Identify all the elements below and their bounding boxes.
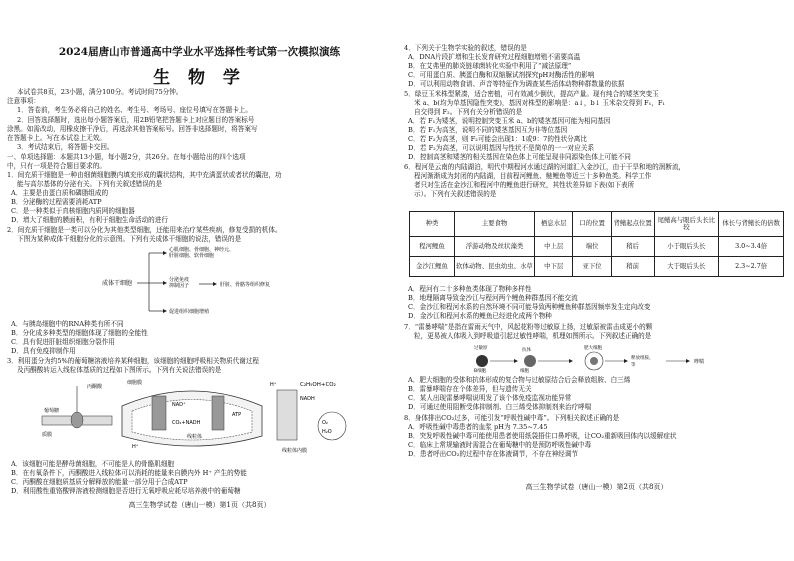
- asthma-figure: [474, 343, 724, 373]
- text-line: 注意事项：: [7, 97, 40, 105]
- option: D．控制高茎和矮茎的相关基因在染色体上可能呈现非同源染色体上可能不同: [408, 153, 631, 161]
- fig1-e: 肝脏、骨骼等组织修复: [220, 282, 271, 288]
- fig3-mast: 肥大细胞: [584, 346, 602, 351]
- option: A．若 F₁为矮茎，说明控制突变玉米 a、b的矮茎基因可能为相同基因: [408, 117, 611, 125]
- fig2-pyruvate: 丙酮酸: [87, 384, 103, 390]
- option: A．主要是由蛋白质和磷脂组成的: [11, 189, 109, 197]
- option: B．在艾弗里的肺炎链球菌转化实验中利用了“减法原理”: [408, 62, 572, 70]
- option: C．是一种类似于真核细胞内质网的细胞器: [11, 207, 135, 215]
- text-line: 2．回答选择题时，选出每小题答案后，用2B铅笔把答题卡上对应题目的答案标号: [17, 116, 255, 124]
- table-cell: 程河鲤鱼: [410, 237, 455, 257]
- table-header-cell: 尾鳍高与眼后头长比较: [654, 212, 719, 237]
- option: A．与胰岛细胞中的RNA种类有所不同: [11, 320, 124, 328]
- option: C．金沙江和程河水系的自然环境不同可能导致两种鲤鱼种群基因频率发生定向改变: [408, 303, 651, 311]
- fig3-tag: 细胞: [520, 369, 529, 373]
- option: A．该细胞可能是酵母菌细胞，不可能是人的骨骼肌细胞: [11, 460, 175, 468]
- text-line: 下图为某种成体干细胞分化的示意图。下列有关成体干细胞的说法，错误的是: [17, 235, 242, 243]
- fig3-other: 等: [631, 363, 636, 368]
- option: B．雷暴哮喘存在个体差异，但与遗传无关: [408, 385, 532, 393]
- table-cell: 大于眼后头长: [654, 257, 719, 277]
- option: A．肥大细胞的受体和抗体形成的复合物与过敏原结合后会释放组胺、白三烯: [408, 376, 631, 384]
- text-line: 及丙酮酸转运入线粒体基质的过程如下图所示。下列有关说法错误的是: [17, 366, 222, 374]
- page-footer: 高三生物学试卷（唐山一模）第1页（共8页）: [128, 501, 271, 509]
- option: D．可以利用动物食谱、声音等特征作为调查某些活体动物种群数量的依据: [408, 80, 625, 88]
- table-cell: 中上层: [535, 237, 573, 257]
- fig2-hplus: H⁺: [132, 444, 139, 450]
- text-line: 本试卷共8页，23小题，满分100分。考试时间75分钟。: [17, 88, 183, 96]
- fig1-b: 肝脏细胞、软骨细胞: [169, 253, 215, 259]
- option: C．临床上常规输液时需混合在葡萄糖中的是预防呼吸性碱中毒: [408, 441, 592, 449]
- fish-table: [409, 211, 784, 277]
- text-line: 米 a、b(均为单基因隐性突变)，基因对株型的影响是：a↓，b↓ 玉米杂交得到 F₁，F₁: [414, 99, 666, 107]
- option: A．DNA片段扩增和生长发育研究过程细胞增殖不需要高温: [408, 53, 581, 61]
- fig3-release: 释放组胺、: [631, 356, 654, 361]
- text-line: 粒，更易被人体吸入到呼吸道引起过敏性哮喘，机理如图所示。下列叙述正确的是: [414, 332, 652, 340]
- table-header-cell: 背鳍起点位置: [611, 212, 654, 237]
- page-footer: 高三生物学试卷（唐山一模）第2页（共8页）: [525, 483, 668, 491]
- table-cell: 浮游动物及丝状藻类: [454, 237, 534, 257]
- option: B．突发呼吸性碱中毒可能使用患者使用纸袋捂住口鼻呼吸，让CO₂重新吸回体内以缓解症状: [408, 432, 677, 440]
- table-cell: 中下层: [535, 257, 573, 277]
- table-cell: 稍前: [611, 257, 654, 277]
- right-page: [404, 0, 789, 561]
- fig1-a: 心肌细胞、骨细胞、神经元、: [169, 247, 235, 253]
- question-6: 6．程河是云南的内陆湖泊，明代中期程河水通过湖的河道汇入金沙江，由于干旱和地的润断流，: [404, 163, 686, 171]
- fig2-mito: 线粒体: [187, 434, 203, 440]
- fig2-nadh: NAD⁺: [172, 402, 186, 408]
- fig3-antibody: 抗体: [522, 348, 531, 353]
- table-cell: 端位: [573, 237, 611, 257]
- fig2-membrane: 质膜: [42, 432, 53, 438]
- option: D．若 F₂为高茎，可以说明基因与性状不是简单的一一对应关系: [408, 144, 595, 152]
- option: B．在有氧条件下，丙酮酸进入线粒体可以消耗的能量来自膜内外 H⁺ 产生的势能: [11, 469, 247, 477]
- exam-subject: 生 物 学: [153, 68, 246, 88]
- table-row: [410, 237, 784, 257]
- option: B．若 F₁为高茎，说明不同的矮茎基因互为非等位基因: [408, 126, 568, 134]
- option: D．具有免疫抑制作用: [11, 347, 76, 355]
- table-cell: 亚下位: [573, 257, 611, 277]
- option: C．丙酮酸在细胞质基质分解释放的能量一部分用于合成ATP: [11, 478, 188, 486]
- option: D．可通过使用阻断受体抑制剂、白三烯受体抑制剂来治疗哮喘: [408, 403, 592, 411]
- option: D．患者呼出CO₂的过程中存在体液调节，不存在神经调节: [408, 450, 579, 458]
- question-5: 5．绿豆玉米株型紧凑，适合密植，可有效减少倒伏，提高产量。现有纯合的矮茎突变玉: [404, 90, 659, 98]
- option: B．地理隔离导致金沙江与程河两个鲤鱼种群基因不能交流: [408, 294, 578, 302]
- table-cell: 软体动物、昆虫幼虫、水草: [454, 257, 534, 277]
- table-header-cell: 主要食物: [454, 212, 534, 237]
- text-line: 涂黑。如需改动，用橡皮擦干净后，再选涂其他答案标号。回答非选择题时，将答案写: [7, 125, 258, 133]
- table-header-cell: 口的位置: [573, 212, 611, 237]
- fig2-ethanol: C₂H₅OH+CO₂: [300, 382, 336, 388]
- option: B．分化成多种类型的细胞体现了细胞的全能性: [11, 329, 148, 337]
- fig3-allergen: 过敏原: [474, 346, 488, 351]
- table-cell: 3.0~3.4倍: [719, 237, 784, 257]
- table-cell: 小于眼后头长: [654, 237, 719, 257]
- text-line: 中，只有一项是符合题目要求的。: [7, 162, 106, 170]
- left-page: [7, 0, 392, 561]
- respiration-figure: [32, 376, 377, 458]
- fig3-bcell: B细胞: [474, 369, 487, 373]
- fig2-h2o: H₂O: [322, 429, 332, 435]
- option: D．增大了细胞的膜面积，有利于细胞生命活动的进行: [11, 216, 168, 224]
- text-line: 示）。下列有关叙述错误的是: [414, 190, 497, 198]
- fig2-huper: H⁺: [270, 382, 277, 388]
- exam-title: 2024届唐山市普通高中学业水平选择性考试第一次模拟演练: [58, 46, 341, 58]
- option: C．某人出现雷暴哮喘说明发了该个体免疫监视功能异常: [408, 394, 572, 402]
- table-cell: 2.3~2.7倍: [719, 257, 784, 277]
- option: D．利用酸性重铬酸钾溶液检测细胞是否进行无氧呼吸应耗尽培养液中的葡萄糖: [11, 487, 241, 495]
- question-4: 4．下列关于生物学实验的叙述，错误的是: [404, 44, 527, 52]
- text-line: 在答题卡上。写在本试卷上无效。: [7, 134, 106, 142]
- fig1-f: 促进组织细胞增殖: [169, 309, 210, 315]
- question-3: 3．利用蛋分为约5%的葡萄糖溶液培养某种细胞，该细胞的细胞呼吸相关物质代谢过程: [7, 357, 260, 365]
- text-line: 3．考试结束后，将答题卡交回。: [17, 143, 114, 151]
- option: C．可用蛋白质、胰蛋白酶和双缩脲试剂探究pH对酶活性的影响: [408, 71, 595, 79]
- fig2-glucose: 葡萄糖: [44, 408, 60, 414]
- option: B．分泌酶的过程需要消耗ATP: [11, 198, 102, 206]
- text-line: 一、单项选择题：本题共13小题，每小题2分，共26分。在每小题给出的四个选项: [7, 153, 246, 161]
- question-8: 8．身体排出CO₂过多，可能引发“呼吸性碱中毒”。下列相关叙述正确的是: [404, 414, 620, 422]
- table-row: [410, 257, 784, 277]
- fig2-inner-membrane: 线粒体内膜: [282, 448, 308, 454]
- text-line: 1．答卷前，考生务必将自己的姓名、考生号、考场号、座位号填写在答题卡上。: [17, 106, 252, 114]
- fig1-left-label: 成体干细胞: [102, 280, 133, 287]
- text-line: 自交得到 F₂。下列有关分析错误的是: [414, 108, 523, 116]
- text-line: 者只对生活在金沙江和程河中的鲤鱼进行研究，其性状差异如下表(如下表所: [414, 181, 635, 189]
- fig2-atp: ATP: [232, 412, 242, 418]
- table-header-cell: 体长与背鳍长的倍数: [719, 212, 784, 237]
- fig2-o2: O₂: [322, 420, 328, 426]
- text-line: 能与高尔基体的分泌有关。下列有关叙述错误的是: [17, 180, 163, 188]
- fig2-cell-membrane: 细胞膜: [127, 380, 143, 386]
- table-header-cell: 种类: [410, 212, 455, 237]
- stem-cell-figure: [67, 245, 337, 319]
- fig3-asthma: 哮喘: [694, 359, 705, 365]
- fig1-c: 分泌免疫: [169, 277, 190, 283]
- table-cell: 稍后: [611, 237, 654, 257]
- option: A．程河有二十多种鱼类体现了物种多样性: [408, 285, 532, 293]
- question-1: 1．间充质干细胞是一种由细菌细胞膜内填充形成的囊状结构，其中充满蛋状或者状的囊泡，功: [7, 171, 282, 179]
- option: A．呼吸性碱中毒患者的血浆 pH为 7.35~7.45: [408, 423, 548, 431]
- table-cell: 金沙江鲤鱼: [410, 257, 455, 277]
- option: D．金沙江和程河水系的鲤鱼已经进化成两个物种: [408, 312, 552, 320]
- fig1-d: 抑制因子: [169, 283, 190, 289]
- option: C．若 F₂为高茎，则 F₂可能会出现1：1或9：7的性状分离比: [408, 135, 587, 143]
- table-header-row: [410, 212, 784, 237]
- table-header-cell: 栖息水层: [535, 212, 573, 237]
- text-line: 程河渐渐成为封闭的内陆湖，目前程河鲤鱼、鲢鲤鱼等近三十多种鱼类。科学工作: [414, 172, 652, 180]
- question-7: 7．“雷暴哮喘”是指在雷雨天气中，风起花粉等过敏原上扬，过敏原被雷击成更小的颗: [404, 323, 653, 331]
- fig2-co2: CO₂+NADH: [172, 420, 201, 426]
- option: C．具有促进肝脏组织细胞分裂作用: [11, 338, 115, 346]
- question-2: 2．间充质干细胞是一类可以分化为其他类型细胞，还能用来治疗某些疾病，修复受损的机体。: [7, 226, 282, 234]
- fig2-nadh2: NADH: [300, 396, 315, 402]
